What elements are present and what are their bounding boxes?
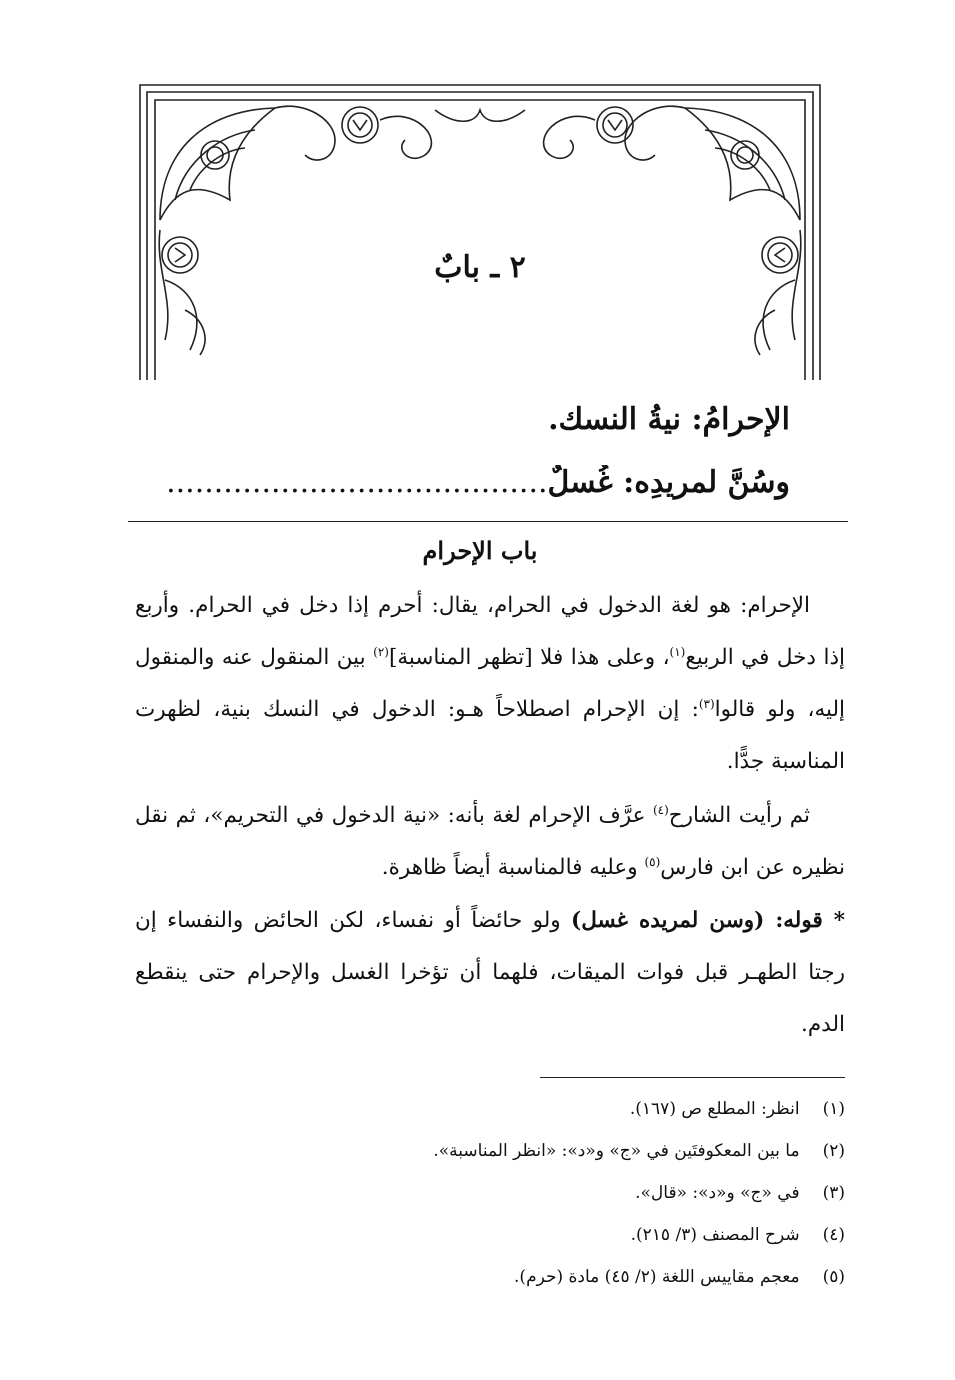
footnote-ref: (١) [669,644,686,659]
footnote-number: (٢) [822,1141,845,1161]
paragraph [135,790,845,894]
footnote-text: شرح المصنف (٣/ ٢١٥). [630,1225,800,1245]
paragraph [135,895,845,1051]
footnote-text: معجم مقاييس اللغة (٢/ ٤٥) مادة (حرم). [514,1267,800,1287]
footnote-text: انظر: المطلع ص (١٦٧). [629,1099,800,1119]
ornamental-frame-icon [135,80,825,380]
footnote [300,1135,845,1177]
footnote-ref: (٢) [373,644,389,659]
footnote-number: (٥) [822,1267,845,1287]
footnote [300,1093,845,1135]
matn-line-2 [140,465,790,500]
footnote-number: (٣) [822,1183,845,1203]
text-run: ، وعلى هذا فلا [تظهر المناسبة] [388,645,670,670]
matn-text: الإحرامُ: نيةُ النسك. [548,402,790,437]
footnote-separator [540,1077,845,1078]
matn-line-1 [140,402,790,437]
text-run: الإحرام: هو لغة الدخول في الحرام، يقال: أحرم إذا دخل في الحرام. وأربع إذا دخل في الربيع [135,593,846,670]
matn-separator [128,521,848,522]
footnote-text: في «ج» و«د»: «قال». [635,1183,800,1203]
footnote-number: (١) [822,1099,845,1119]
text-run: ثم رأيت الشارح [668,803,810,828]
text-run: ولو حائضاً أو نفساء، لكن الحائض والنفساء إن رجتا الطهـر قبل فوات الميقات، فلهما أن تؤخرا الغسل والإحرام حتى ينقطع الدم. [135,908,845,1037]
section-title: باب الإحرام [422,536,538,565]
text-run: وعليه فالمناسبة أيضاً ظاهرة. [381,855,645,880]
text-run: عرَّف الإحرام لغة بأنه: «نية الدخول في التحريم»، ثم نقل نظيره عن ابن فارس [135,803,845,880]
matn-text: وسُنَّ لمريدِه: غُسلٌ [547,465,790,500]
paragraph [135,580,845,788]
footnote-ref: (٣) [698,696,715,711]
footnote [300,1219,845,1261]
footnote-text: ما بين المعكوفتَين في «ج» و«د»: «انظر المناسبة». [433,1141,800,1161]
quoted-matn: * قوله: (وسن لمريده غسل) [571,908,846,933]
footnote [300,1261,845,1303]
chapter-title: ٢ ـ بابٌ [434,250,526,285]
footnote-ref: (٥) [644,854,661,869]
footnote-list [300,1093,845,1303]
text-run: : إن الإحرام اصطلاحاً هـو: الدخول في النسك بنية، لظهرت المناسبة جدًّا. [135,697,845,774]
footnote [300,1177,845,1219]
text-run: بين المنقول عنه والمنقول إليه، ولو قالوا [135,645,845,722]
footnote-ref: (٤) [652,802,669,817]
footnote-number: (٤) [822,1225,845,1245]
dotted-leader: ........................................ [166,465,548,500]
